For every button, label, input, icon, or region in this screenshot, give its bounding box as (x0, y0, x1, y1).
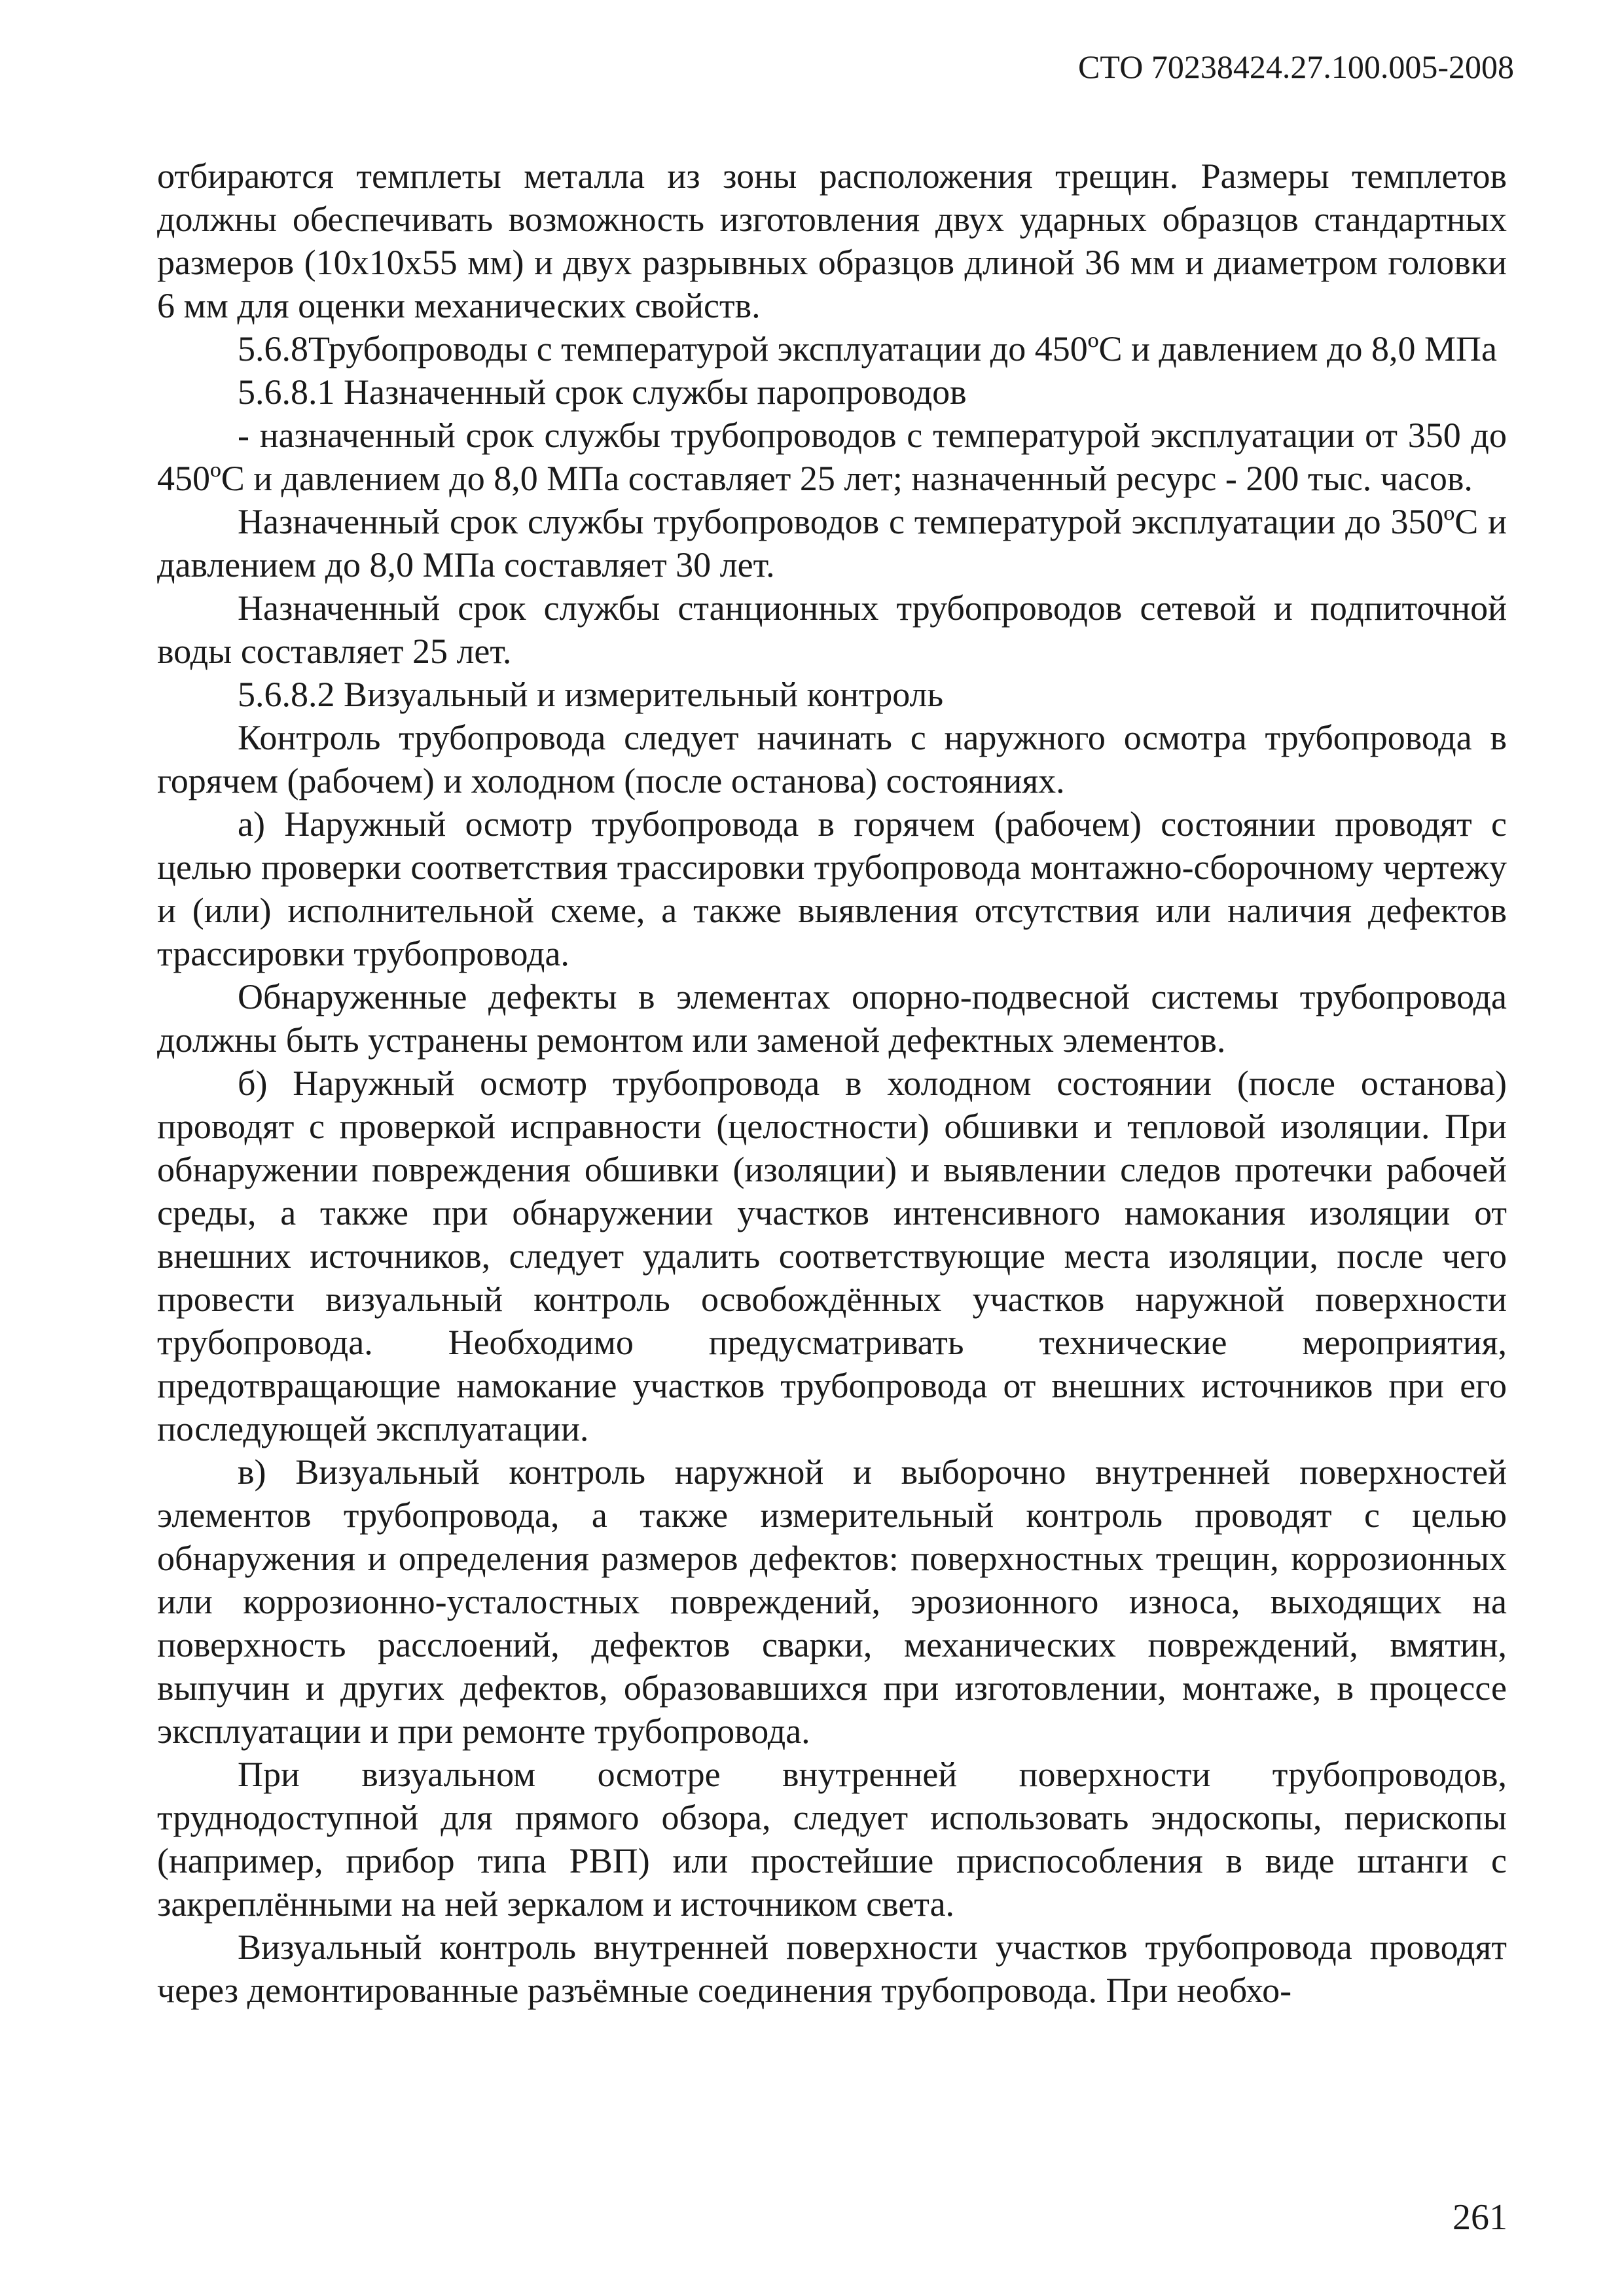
page-number: 261 (1453, 2197, 1507, 2238)
paragraph-continuation: отбираются темплеты металла из зоны расположения трещин. Размеры темплетов должны обеспечивать возможность изготовления двух ударных образцов стандартных размеров (10х10х55 мм) и двух разрывных образцов длиной 36 мм и диаметром головки 6 мм для оценки механических свойств. (157, 156, 1507, 325)
paragraph-service-life-350: Назначенный срок службы трубопроводов с температурой эксплуатации до 350ºС и давлением до 8,0 МПа составляет 30 лет. (157, 502, 1507, 584)
section-heading-5-6-8-2: 5.6.8.2 Визуальный и измерительный контроль (238, 675, 944, 714)
section-heading-5-6-8-1: 5.6.8.1 Назначенный срок службы паропроводов (238, 372, 967, 412)
paragraph-item-a: а) Наружный осмотр трубопровода в горячем (рабочем) состоянии проводят с целью проверки соответствия трассировки трубопровода монтажно-сборочному чертежу и (или) исполнительной схеме, а также выявления отсутствия или наличия дефектов трассировки трубопровода. (157, 804, 1507, 973)
paragraph-item-b: б) Наружный осмотр трубопровода в холодном состоянии (после останова) проводят с проверкой исправности (целостности) обшивки и тепловой изоляции. При обнаружении повреждения обшивки (изоляции) и выявлении следов протечки рабочей среды, а также при обнаружении участков интенсивного намокания изоляции от внешних источников, следует удалить соответствующие места изоляции, после чего провести визуальный контроль освобождённых участков наружной поверхности трубопровода. Необходимо предусматривать технические мероприятия, предотвращающие намокание участков трубопровода от внешних источников при его последующей эксплуатации. (157, 1064, 1507, 1448)
paragraph-service-life-network-water: Назначенный срок службы станционных трубопроводов сетевой и подпиточной воды составляет 25 лет. (157, 588, 1507, 671)
page-body (157, 154, 1507, 2012)
document-code: СТО 70238424.27.100.005-2008 (1078, 48, 1514, 85)
paragraph-inner-surface-access: Визуальный контроль внутренней поверхности участков трубопровода проводят через демонтированные разъёмные соединения трубопровода. При необхо- (157, 1928, 1507, 2010)
paragraph-service-life-steam: - назначенный срок службы трубопроводов с температурой эксплуатации от 350 до 450ºС и давлением до 8,0 МПа составляет 25 лет; назначенный ресурс - 200 тыс. часов. (157, 416, 1507, 498)
paragraph-defects-support-system: Обнаруженные дефекты в элементах опорно-подвесной системы трубопровода должны быть устранены ремонтом или заменой дефектных элементов. (157, 977, 1507, 1060)
paragraph-item-v: в) Визуальный контроль наружной и выборочно внутренней поверхностей элементов трубопровода, а также измерительный контроль проводят с целью обнаружения и определения размеров дефектов: поверхностных трещин, коррозионных или коррозионно-усталостных повреждений, эрозионного износа, выходящих на поверхность расслоений, дефектов сварки, механических повреждений, вмятин, выпучин и других дефектов, образовавшихся при изготовлении, монтаже, в процессе эксплуатации и при ремонте трубопровода. (157, 1452, 1507, 1751)
section-heading-5-6-8: 5.6.8Трубопроводы с температурой эксплуатации до 450ºС и давлением до 8,0 МПа (238, 329, 1497, 368)
paragraph-inner-surface-tools: При визуальном осмотре внутренней поверхности трубопроводов, труднодоступной для прямого обзора, следует использовать эндоскопы, перископы (например, прибор типа РВП) или простейшие приспособления в виде штанги с закреплёнными на ней зеркалом и источником света. (157, 1755, 1507, 1924)
paragraph-inspection-start: Контроль трубопровода следует начинать с наружного осмотра трубопровода в горячем (рабочем) и холодном (после останова) состояниях. (157, 718, 1507, 800)
